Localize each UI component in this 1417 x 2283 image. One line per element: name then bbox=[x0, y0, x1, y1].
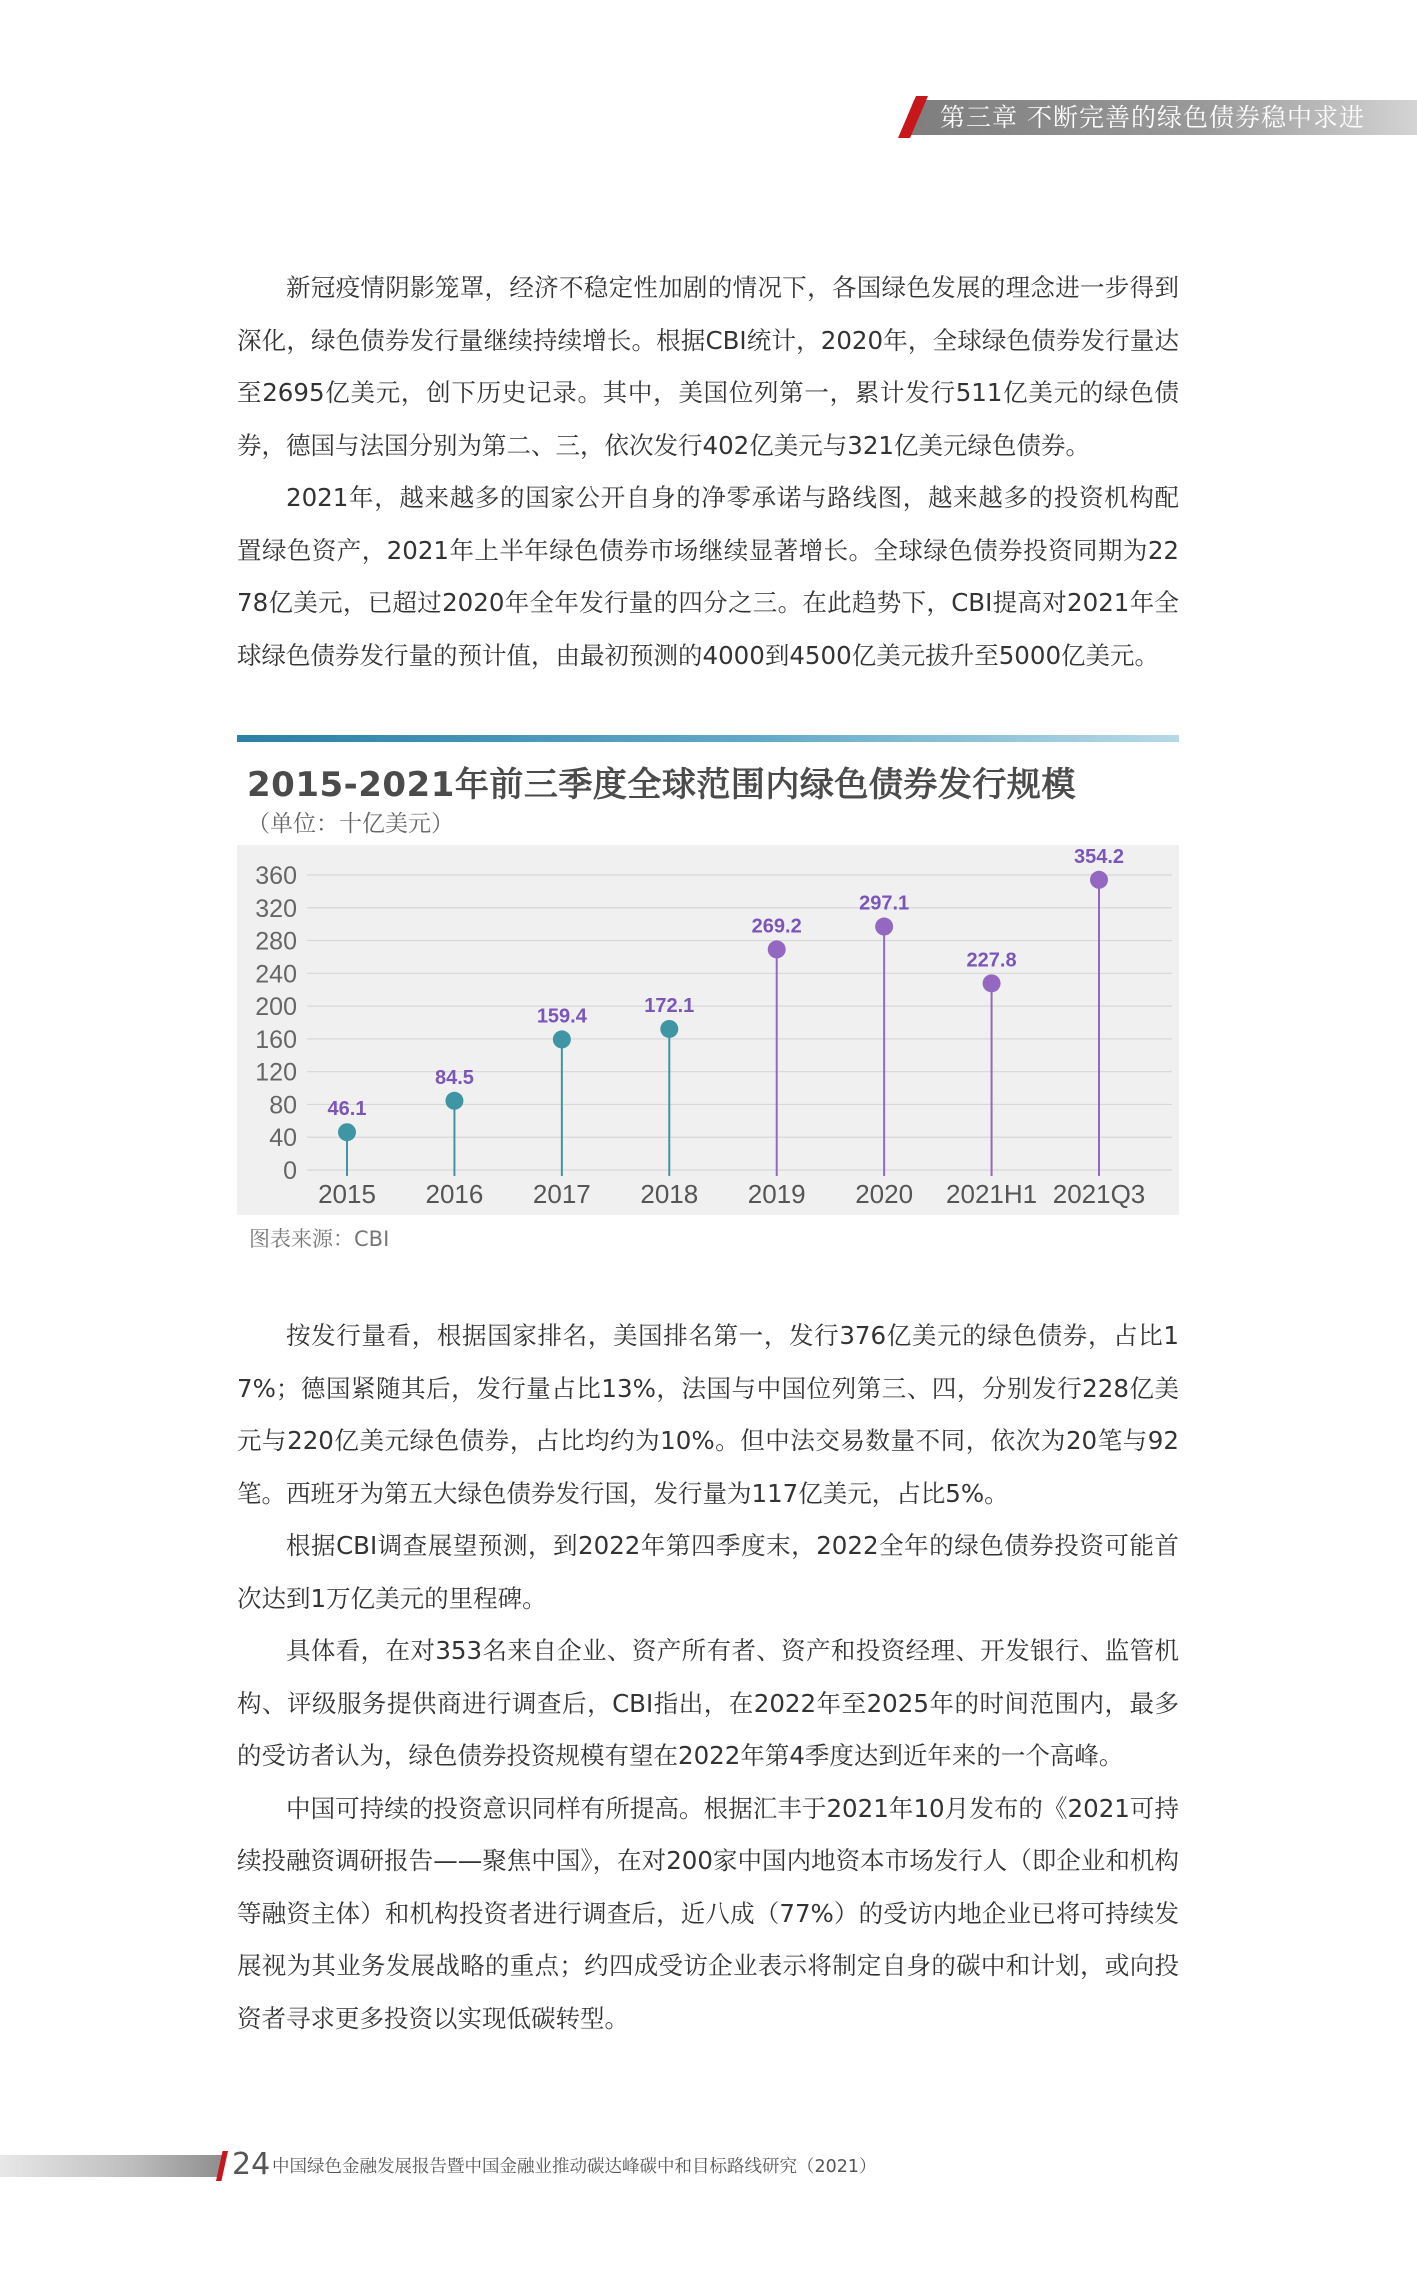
x-tick-label: 2021Q3 bbox=[1052, 1179, 1146, 1209]
data-label: 269.2 bbox=[751, 915, 802, 938]
x-tick-label: 2016 bbox=[425, 1179, 484, 1209]
y-tick-label: 240 bbox=[255, 960, 297, 989]
paragraph: 具体看，在对353名来自企业、资产所有者、资产和投资经理、开发银行、监管机构、评级服务提供商进行调查后，CBI指出，在2022年至2025年的时间范围内，最多的受访者认为，绿色债券投资规模有望在2022年第4季度达到近年来的一个高峰。 bbox=[237, 1636, 1179, 1770]
y-tick-label: 280 bbox=[255, 927, 297, 956]
data-point bbox=[553, 1030, 571, 1048]
y-tick-label: 120 bbox=[255, 1058, 297, 1087]
y-tick-label: 160 bbox=[255, 1025, 297, 1054]
x-tick-label: 2017 bbox=[532, 1179, 591, 1209]
x-tick-label: 2018 bbox=[640, 1179, 699, 1209]
data-label: 159.4 bbox=[536, 1005, 587, 1028]
x-tick-label: 2015 bbox=[318, 1179, 376, 1209]
data-point bbox=[1090, 871, 1108, 889]
page-number: 24 bbox=[232, 2147, 271, 2182]
paragraph: 2021年，越来越多的国家公开自身的净零承诺与路线图，越来越多的投资机构配置绿色资产，2021年上半年绿色债券市场继续显著增长。全球绿色债券投资同期为2278亿美元，已超过2020年全年发行量的四分之三。在此趋势下，CBI提高对2021年全球绿色债券发行量的预计值，由最初预测的4000到4500亿美元拔升至5000亿美元。 bbox=[237, 483, 1179, 670]
chart-title: 2015-2021年前三季度全球范围内绿色债券发行规模 bbox=[247, 765, 1076, 805]
data-label: 46.1 bbox=[327, 1098, 367, 1121]
y-tick-label: 0 bbox=[283, 1157, 297, 1185]
footer-band bbox=[0, 2155, 222, 2177]
footer-report-title: 中国绿色金融发展报告暨中国金融业推动碳达峰碳中和目标路线研究（2021） bbox=[272, 2157, 877, 2177]
data-label: 227.8 bbox=[966, 949, 1017, 972]
data-point bbox=[875, 918, 893, 936]
chart-unit: （单位：十亿美元） bbox=[247, 811, 454, 837]
body-text-top bbox=[237, 262, 1179, 682]
x-tick-label: 2020 bbox=[855, 1179, 914, 1209]
y-tick-label: 40 bbox=[269, 1124, 297, 1153]
paragraph: 根据CBI调查展望预测，到2022年第四季度末，2022全年的绿色债券投资可能首次达到1万亿美元的里程碑。 bbox=[237, 1531, 1179, 1613]
chart-top-bar bbox=[237, 735, 1179, 742]
data-label: 172.1 bbox=[644, 994, 695, 1017]
y-tick-label: 80 bbox=[269, 1091, 297, 1120]
data-point bbox=[338, 1123, 356, 1141]
bond-issuance-chart bbox=[237, 845, 1179, 1215]
plot-background bbox=[237, 845, 1179, 1215]
x-tick-label: 2019 bbox=[747, 1179, 806, 1209]
data-label: 354.2 bbox=[1073, 845, 1125, 868]
paragraph: 中国可持续的投资意识同样有所提高。根据汇丰于2021年10月发布的《2021可持续投融资调研报告——聚焦中国》，在对200家中国内地资本市场发行人（即企业和机构等融资主体）和机构投资者进行调查后，近八成（77%）的受访内地企业已将可持续发展视为其业务发展战略的重点；约四成受访企业表示将制定自身的碳中和计划，或向投资者寻求更多投资以实现低碳转型。 bbox=[237, 1793, 1179, 2033]
y-tick-label: 360 bbox=[255, 862, 297, 890]
data-point bbox=[660, 1020, 678, 1038]
y-tick-label: 320 bbox=[255, 894, 297, 923]
data-point bbox=[445, 1092, 463, 1110]
chart-figure bbox=[237, 735, 1179, 1251]
data-label: 297.1 bbox=[859, 892, 910, 915]
paragraph: 按发行量看，根据国家排名，美国排名第一，发行376亿美元的绿色债券，占比17%；德国紧随其后，发行量占比13%，法国与中国位列第三、四，分别发行228亿美元与220亿美元绿色债券，占比均约为10%。但中法交易数量不同，依次为20笔与92笔。西班牙为第五大绿色债券发行国，发行量为117亿美元，占比5%。 bbox=[237, 1321, 1179, 1508]
paragraph: 新冠疫情阴影笼罩，经济不稳定性加剧的情况下，各国绿色发展的理念进一步得到深化，绿色债券发行量继续持续增长。根据CBI统计，2020年，全球绿色债券发行量达至2695亿美元，创下历史记录。其中，美国位列第一，累计发行511亿美元的绿色债券，德国与法国分别为第二、三，依次发行402亿美元与321亿美元绿色债券。 bbox=[237, 273, 1179, 460]
data-point bbox=[983, 974, 1001, 992]
chart-source: 图表来源：CBI bbox=[249, 1227, 390, 1251]
data-point bbox=[768, 940, 786, 958]
body-text-bottom bbox=[237, 1310, 1179, 2045]
x-tick-label: 2021H1 bbox=[946, 1179, 1038, 1209]
data-label: 84.5 bbox=[434, 1066, 474, 1089]
chapter-title: 第三章 不断完善的绿色债券稳中求进 bbox=[940, 103, 1365, 132]
y-tick-label: 200 bbox=[255, 993, 297, 1022]
